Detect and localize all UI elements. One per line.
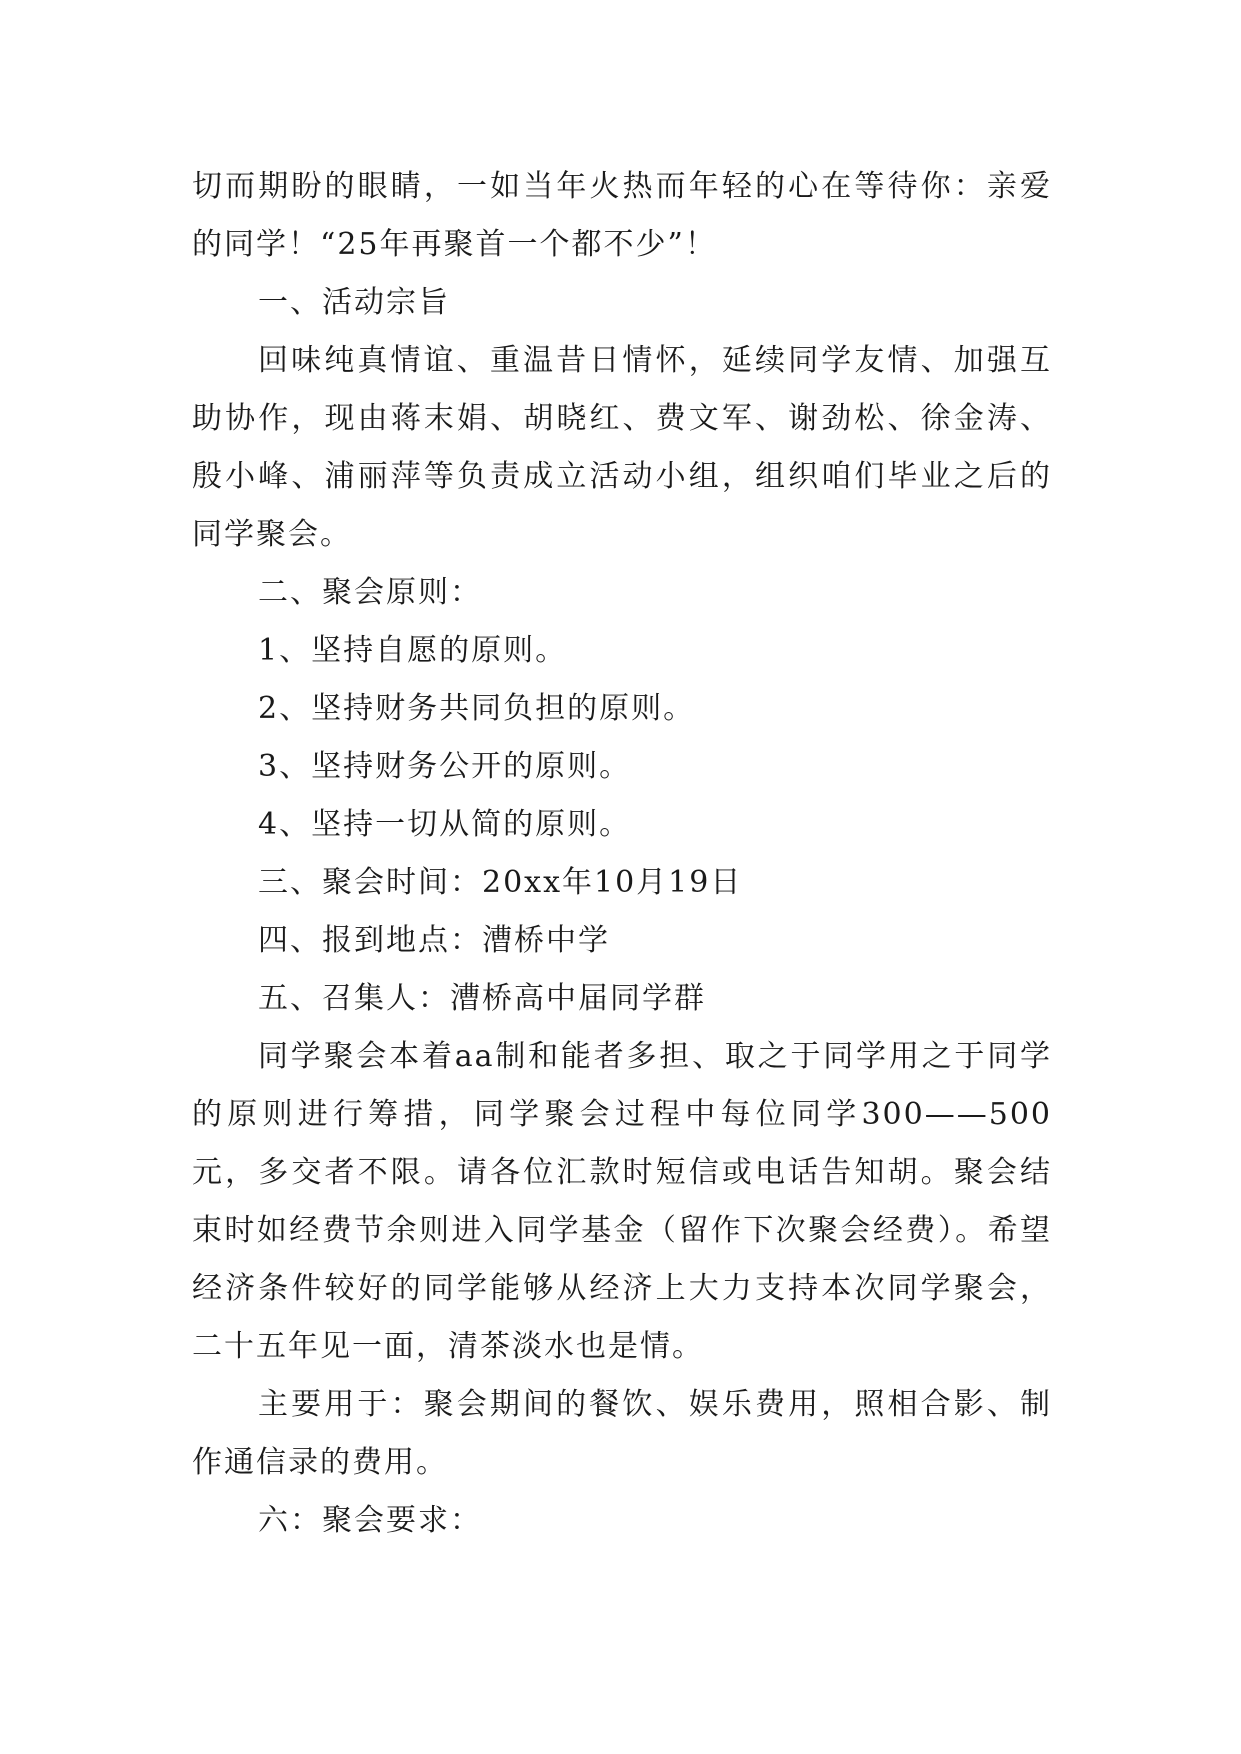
- paragraph-fund-usage: 主要用于：聚会期间的餐饮、娱乐费用，照相合影、制作通信录的费用。: [192, 1387, 1052, 1480]
- heading-activity-purpose: 一、活动宗旨: [258, 285, 450, 320]
- heading-reunion-principles: 二、聚会原则：: [258, 575, 482, 610]
- document-body: [192, 158, 1052, 1550]
- paragraph-activity-purpose: 回味纯真情谊、重温昔日情怀，延续同学友情、加强互助协作，现由蒋末娟、胡晓红、费文军、谢劲松、徐金涛、殷小峰、浦丽萍等负责成立活动小组，组织咱们毕业之后的同学聚会。: [192, 343, 1052, 552]
- principle-item-4: 4、坚持一切从简的原则。: [258, 807, 632, 842]
- reunion-time: 三、聚会时间：20xx年10月19日: [258, 865, 743, 900]
- principle-item-3: 3、坚持财务公开的原则。: [258, 749, 632, 784]
- paragraph-funding: 同学聚会本着aa制和能者多担、取之于同学用之于同学的原则进行筹措，同学聚会过程中每位同学300——500元，多交者不限。请各位汇款时短信或电话告知胡。聚会结束时如经费节余则进入同学基金（留作下次聚会经费）。希望经济条件较好的同学能够从经济上大力支持本次同学聚会，二十五年见一面，清茶淡水也是情。: [192, 1039, 1052, 1364]
- reunion-location: 四、报到地点：漕桥中学: [258, 923, 610, 958]
- reunion-convener: 五、召集人：漕桥高中届同学群: [258, 981, 706, 1016]
- principle-item-2: 2、坚持财务共同负担的原则。: [258, 691, 696, 726]
- paragraph-intro-continued: 切而期盼的眼睛，一如当年火热而年轻的心在等待你：亲爱的同学！“25年再聚首一个都不少”！: [192, 169, 1052, 262]
- principle-item-1: 1、坚持自愿的原则。: [258, 633, 568, 668]
- heading-reunion-requirements: 六：聚会要求：: [258, 1503, 482, 1538]
